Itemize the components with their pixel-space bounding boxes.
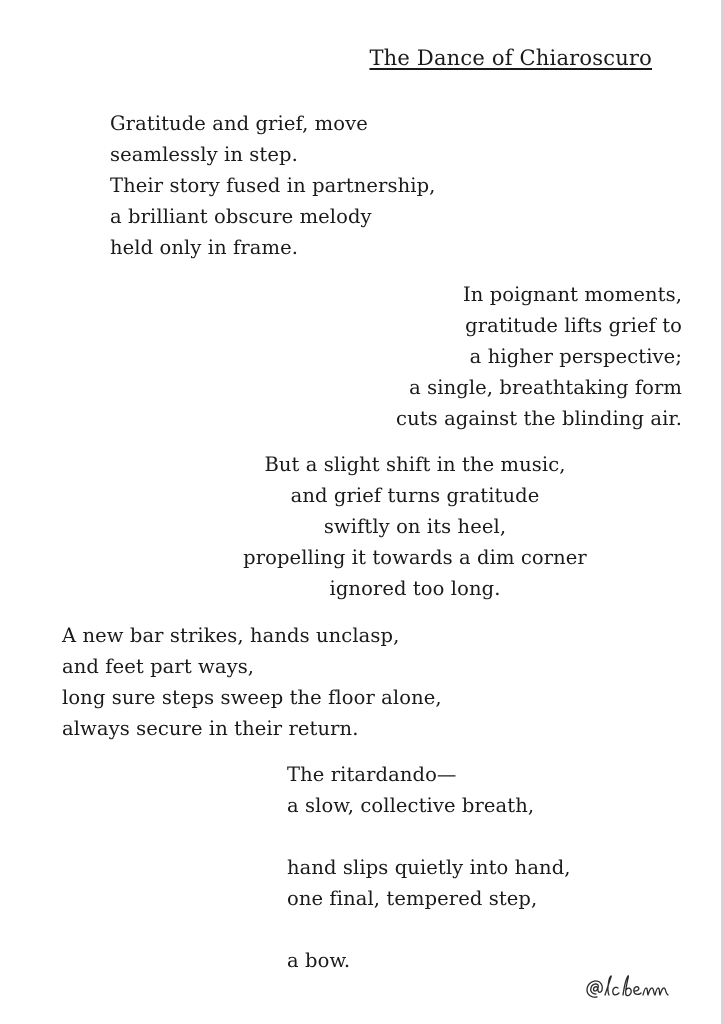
stanza-2 <box>396 279 682 434</box>
poem-line: a slow, collective breath, <box>287 794 535 817</box>
stanza-break <box>287 914 571 945</box>
poem-line: and grief turns gratitude <box>290 484 540 507</box>
poem-line: long sure steps sweep the floor alone, <box>62 686 442 709</box>
poem-line: a higher perspective; <box>469 345 682 368</box>
stanza-5 <box>287 759 571 976</box>
poem-line: always secure in their return. <box>62 717 359 740</box>
poem-line: The ritardando— <box>287 763 457 786</box>
poem-line: hand slips quietly into hand, <box>287 856 571 879</box>
poem-line: Their story fused in partnership, <box>110 174 436 197</box>
poem-line: cuts against the blinding air. <box>396 407 682 430</box>
poem-line: gratitude lifts grief to <box>465 314 682 337</box>
poem-line: held only in frame. <box>110 236 299 259</box>
poem-line: seamlessly in step. <box>110 143 298 166</box>
poem-line: A new bar strikes, hands unclasp, <box>62 624 400 647</box>
poem-line: a single, breathtaking form <box>409 376 682 399</box>
poem-line: Gratitude and grief, move <box>110 112 368 135</box>
poem-line: swiftly on its heel, <box>323 515 507 538</box>
poem-line: In poignant moments, <box>462 283 682 306</box>
poem-line: propelling it towards a dim corner <box>243 546 587 569</box>
poem-line: and feet part ways, <box>62 655 255 678</box>
stanza-break <box>287 821 571 852</box>
poem-line: ignored too long. <box>329 577 501 600</box>
stanza-4 <box>62 620 442 744</box>
poem-line: one final, tempered step, <box>287 887 538 910</box>
poem-line: a brilliant obscure melody <box>110 205 372 228</box>
handwritten-signature <box>582 964 682 1010</box>
poem-line: a bow. <box>287 949 351 972</box>
stanza-1 <box>110 108 435 263</box>
poem-line: But a slight shift in the music, <box>264 453 566 476</box>
stanza-3 <box>214 449 616 604</box>
poem-title: The Dance of Chiaroscuro <box>369 46 652 70</box>
